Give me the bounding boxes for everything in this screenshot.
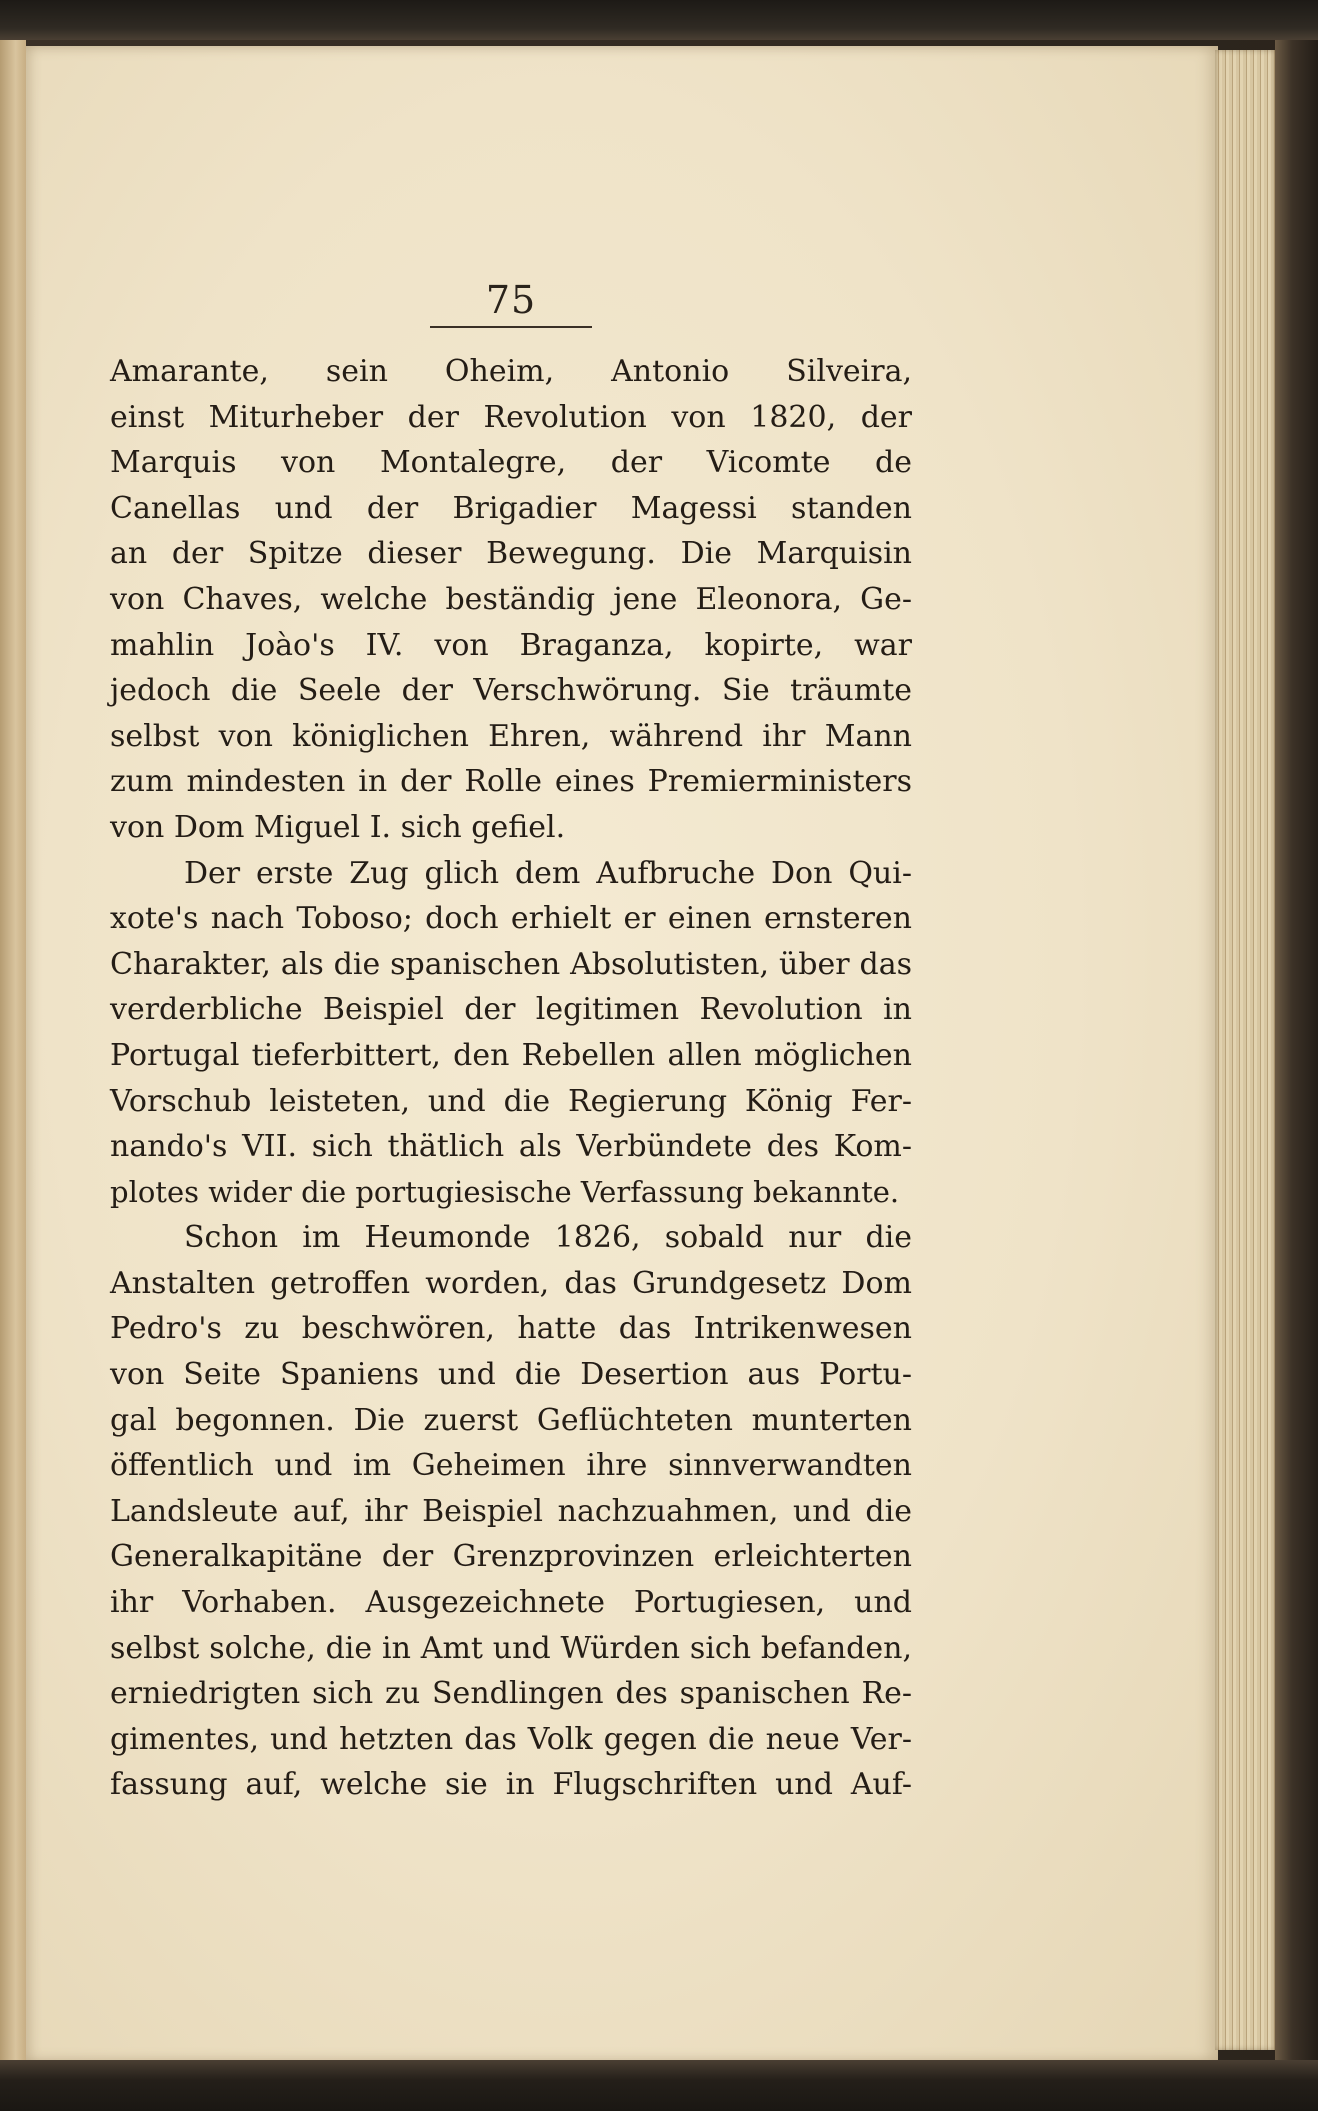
text-line: von Dom Miguel I. sich gefiel. bbox=[110, 809, 566, 845]
text-line: jedoch die Seele der Verschwörung. Sie träumte bbox=[110, 673, 912, 709]
text-line: fassung auf, welche sie in Flugschriften und Auf- bbox=[110, 1767, 912, 1803]
text-line: Charakter, als die spanischen Absolutisten, über das bbox=[110, 946, 912, 982]
page-body-text bbox=[110, 349, 912, 1808]
text-line: Canellas und der Brigadier Magessi standen bbox=[110, 490, 912, 526]
previous-page-edge bbox=[0, 40, 26, 2065]
text-line: an der Spitze dieser Bewegung. Die Marquisin bbox=[110, 536, 912, 572]
text-line: ihr Vorhaben. Ausgezeichnete Portugiesen, und bbox=[110, 1585, 912, 1621]
book-page bbox=[26, 46, 1218, 2062]
text-line: Amarante, sein Oheim, Antonio Silveira, bbox=[110, 354, 912, 389]
text-line: Vorschub leisteten, und die Regierung König Fer- bbox=[110, 1083, 912, 1119]
text-line: Portugal tieferbittert, den Rebellen allen möglichen bbox=[110, 1037, 912, 1073]
text-line: Schon im Heumonde 1826, sobald nur die bbox=[184, 1220, 912, 1256]
text-line: xote's nach Toboso; doch erhielt er einen ernsteren bbox=[110, 901, 912, 937]
text-line: einst Miturheber der Revolution von 1820, der bbox=[110, 399, 912, 435]
text-line: plotes wider die portugiesische Verfassung bekannte. bbox=[110, 1174, 900, 1209]
book-cover-bottom bbox=[0, 2060, 1318, 2111]
text-line: Marquis von Montalegre, der Vicomte de bbox=[110, 445, 912, 481]
text-line: mahlin Joào's IV. von Braganza, kopirte, war bbox=[110, 627, 912, 663]
text-line: öffentlich und im Geheimen ihre sinnverwandten bbox=[110, 1448, 912, 1484]
text-line: nando's VII. sich thätlich als Verbündete des Kom- bbox=[110, 1129, 912, 1165]
text-line: zum mindesten in der Rolle eines Premierministers bbox=[110, 764, 912, 800]
text-line: von Seite Spaniens und die Desertion aus Portu- bbox=[110, 1357, 912, 1393]
text-line: Generalkapitäne der Grenzprovinzen erleichterten bbox=[110, 1539, 912, 1575]
text-line: Landsleute auf, ihr Beispiel nachzuahmen, und die bbox=[110, 1493, 912, 1529]
text-line: erniedrigten sich zu Sendlingen des spanischen Re- bbox=[110, 1676, 912, 1712]
text-line: gal begonnen. Die zuerst Geflüchteten munterten bbox=[110, 1402, 912, 1438]
text-line: gimentes, und hetzten das Volk gegen die neue Ver- bbox=[110, 1721, 912, 1757]
text-line: selbst solche, die in Amt und Würden sich befanden, bbox=[110, 1630, 912, 1666]
book-cover-edge bbox=[1275, 40, 1318, 2065]
book-cover-top bbox=[0, 0, 1318, 40]
page-number: 75 bbox=[485, 278, 537, 322]
text-line: Pedro's zu beschwören, hatte das Intrikenwesen bbox=[110, 1311, 912, 1347]
text-line: verderbliche Beispiel der legitimen Revolution in bbox=[110, 992, 912, 1028]
page-number-rule bbox=[430, 326, 592, 328]
text-line: Anstalten getroffen worden, das Grundgesetz Dom bbox=[110, 1265, 912, 1301]
page-edges-stack bbox=[1215, 50, 1275, 2050]
text-line: selbst von königlichen Ehren, während ihr Mann bbox=[110, 718, 912, 754]
text-line: von Chaves, welche beständig jene Eleonora, Ge- bbox=[110, 581, 912, 617]
text-line: Der erste Zug glich dem Aufbruche Don Qui- bbox=[184, 855, 912, 891]
